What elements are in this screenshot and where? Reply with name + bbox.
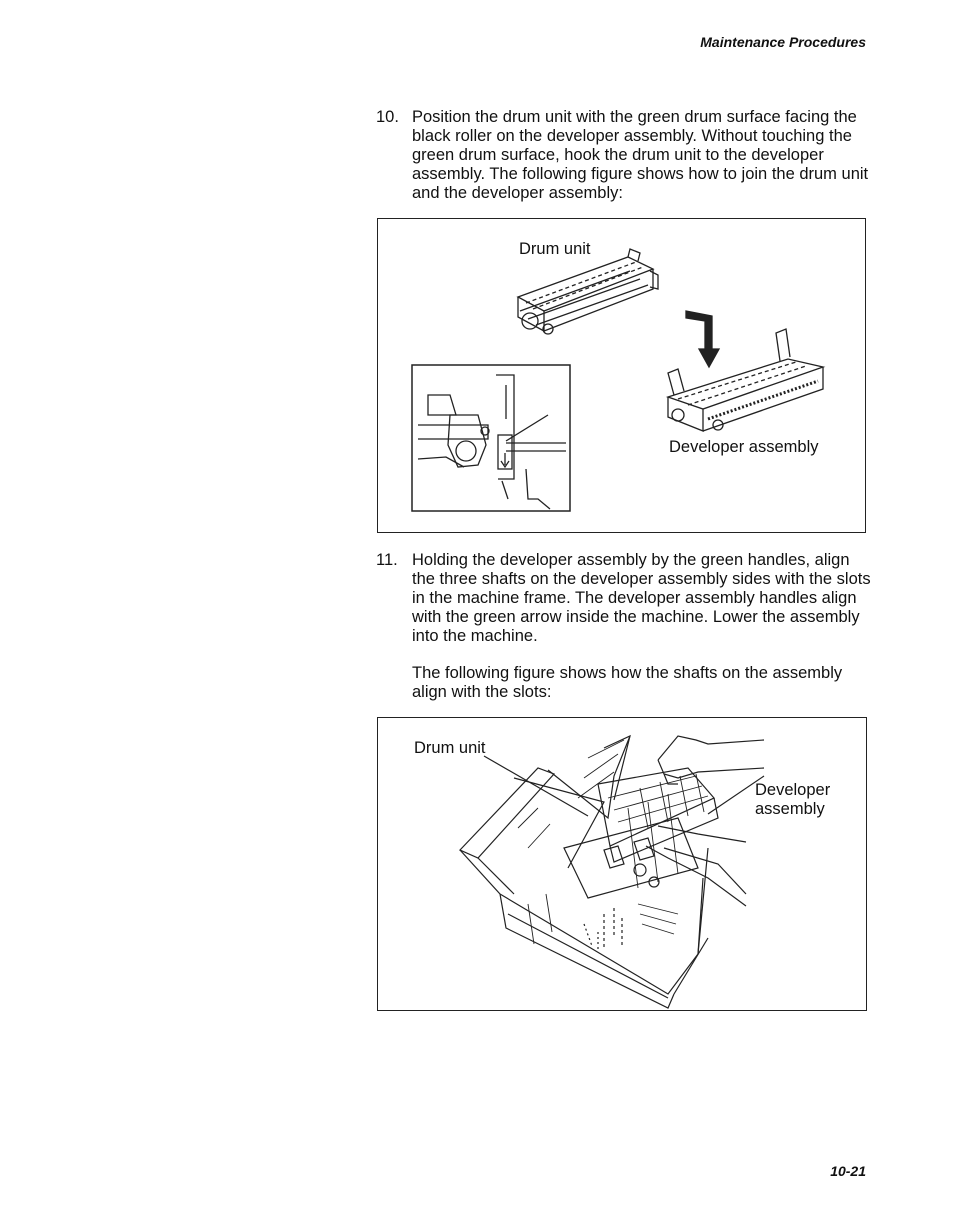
page-number: 10-21 xyxy=(830,1163,866,1179)
step-number: 10. xyxy=(376,108,399,126)
step-text: Position the drum unit with the green drum surface facing the black roller on the developer assembly. Without touching the green drum surface, hook the drum unit to the developer assembly. The following figure shows how to join the drum unit and the developer assembly: xyxy=(412,108,869,202)
developer-assembly-drawing xyxy=(668,329,823,431)
step-number: 11. xyxy=(376,551,398,569)
drum-unit-label: Drum unit xyxy=(519,240,591,258)
figure-intro-paragraph: The following figure shows how the shafts on the assembly align with the slots: xyxy=(412,664,843,701)
step-10 xyxy=(376,108,872,203)
inset-detail-drawing xyxy=(418,375,566,509)
figure-shaft-alignment-illustration xyxy=(378,718,868,1012)
figure-shaft-alignment xyxy=(377,717,867,1011)
drum-unit-label: Drum unit xyxy=(414,739,486,757)
step-text: Holding the developer assembly by the green handles, align the three shafts on the developer assembly sides with the slots in the machine frame. The developer assembly handles align with the green arrow inside the machine. Lower the assembly into the machine. xyxy=(412,551,871,645)
step-11 xyxy=(376,551,872,646)
figure-drum-to-developer xyxy=(377,218,866,533)
developer-label-line-2: assembly xyxy=(755,800,825,818)
running-header: Maintenance Procedures xyxy=(700,34,866,50)
figure-drum-to-developer-illustration xyxy=(378,219,867,534)
machine-drawing xyxy=(460,736,718,1008)
developer-assembly-label: Developer assembly xyxy=(669,438,819,456)
drum-unit-drawing xyxy=(518,249,658,334)
developer-label-line-1: Developer xyxy=(755,781,831,799)
